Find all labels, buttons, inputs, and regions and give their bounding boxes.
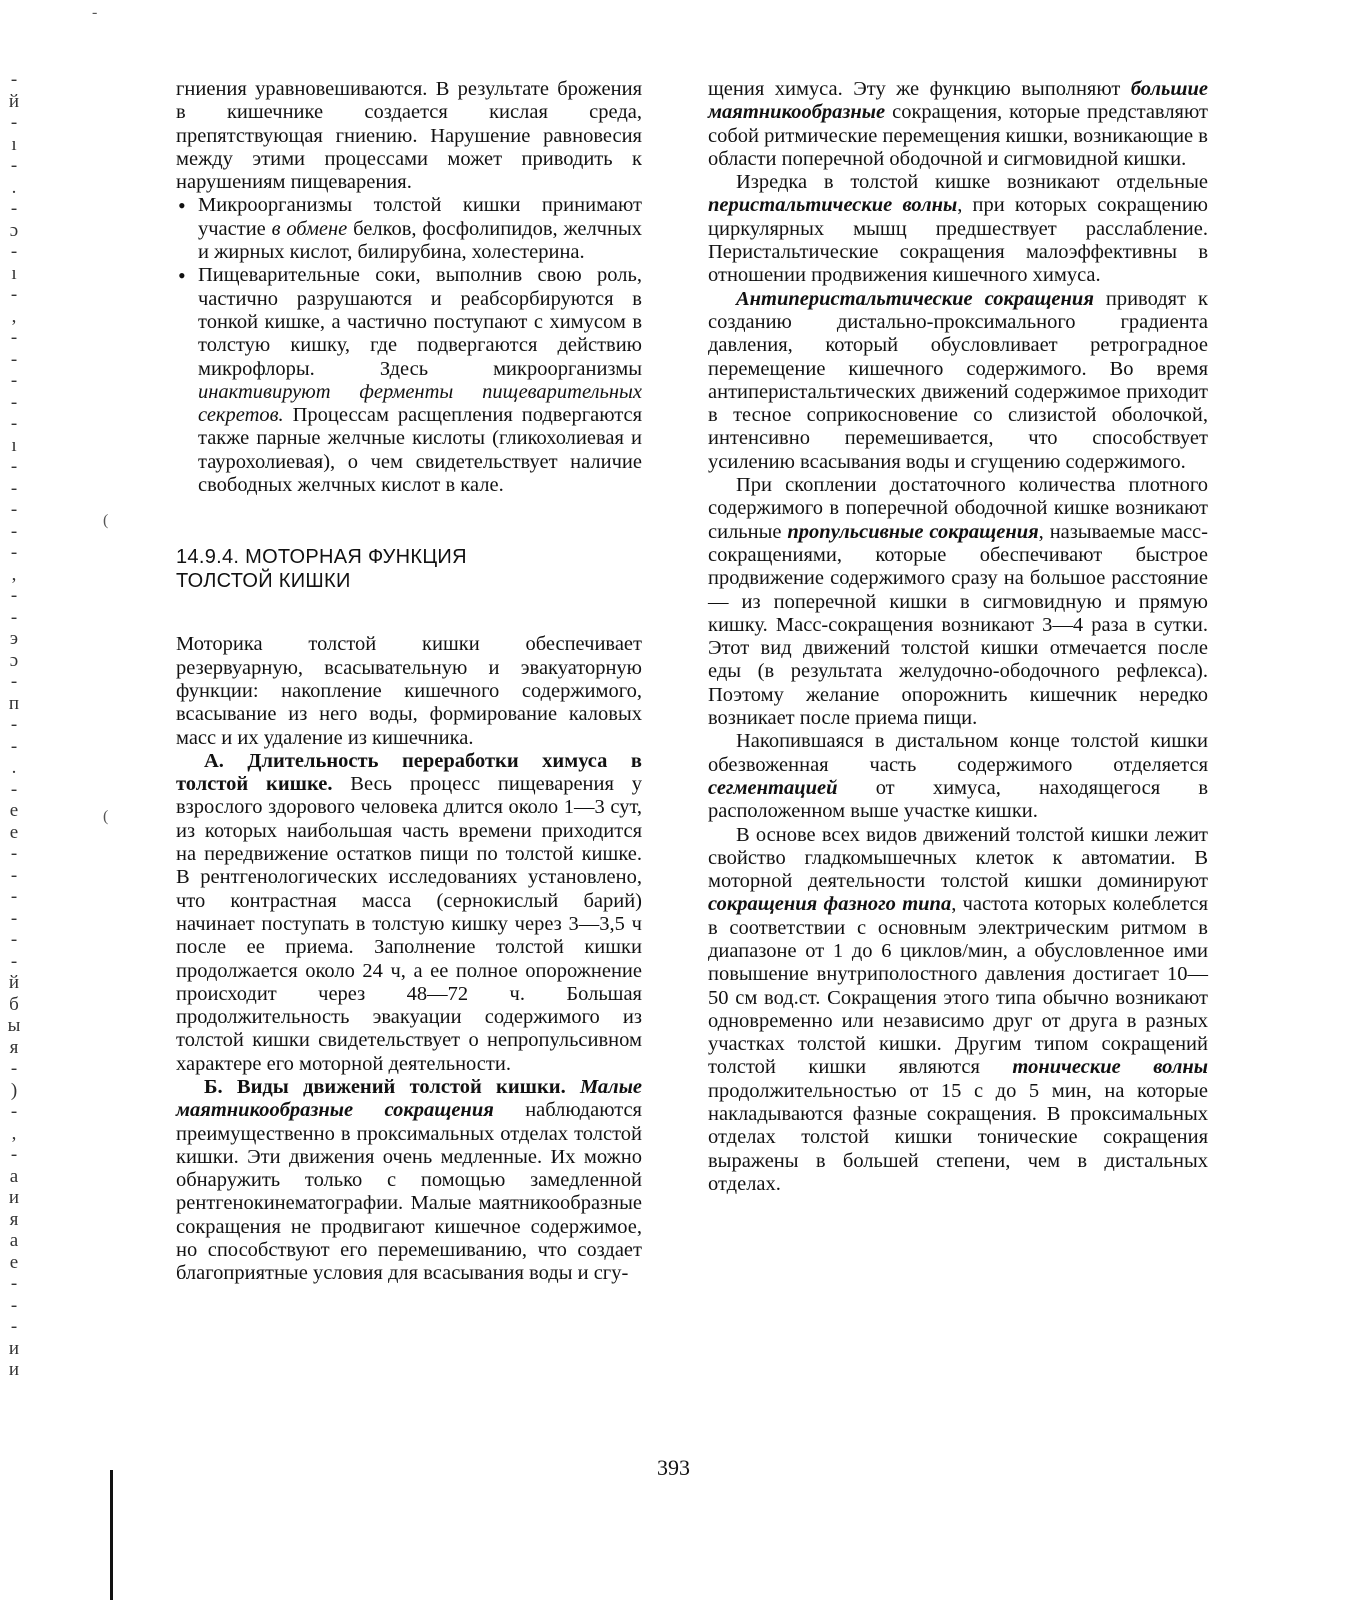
gutter-mark: -: [10, 69, 18, 90]
gutter-mark: и: [8, 1337, 20, 1359]
gutter-mark: -: [10, 907, 18, 929]
gutter-mark: -: [10, 1101, 18, 1122]
gutter-mark: -: [10, 477, 18, 499]
gutter-mark: я: [9, 1036, 19, 1058]
gutter-mark: ы: [7, 1015, 21, 1036]
gutter-mark: -: [10, 112, 18, 133]
gutter-mark: а: [9, 1230, 19, 1251]
bullet-item: • Микроорганизмы толстой кишки принимают участие в обмене белков, фосфолипидов, желчных и жирных кислот, билирубина, холестерина.: [176, 194, 642, 264]
gutter-mark: и: [8, 1187, 20, 1208]
gutter-mark: -: [10, 391, 18, 413]
gutter-mark: б: [9, 993, 19, 1015]
page-number: 393: [657, 1455, 690, 1480]
paragraph: Накопившаяся в дистальном конце толстой кишки обезвоженная часть содержимого отделяется сегментацией от химуса, находящегося в расположенном выше участке кишки.: [708, 730, 1208, 823]
gutter-mark: -: [10, 714, 18, 735]
gutter-mark: и: [8, 1359, 20, 1380]
gutter-mark: -: [10, 520, 18, 542]
gutter-mark: -: [10, 950, 18, 972]
gutter-mark: ɔ: [9, 649, 19, 671]
gutter-mark: -: [10, 499, 18, 520]
paragraph: В основе всех видов движений толстой кишки лежит свойство гладкомышечных клеток к автоматии. В моторной деятельности толстой кишки доминируют сокращения фазного типа, частота которых колеблется в соответствии с основным электрическим ритмом в диапазоне от 1 до 6 циклов/мин, а обусловленное ими повышение внутриполостного давления достигает 10—50 см вод.ст. Сокращения этого типа обычно возникают одновременно или независимо друг от друга в разных участках толстой кишки. Другим типом сокращений толстой кишки являются тонические волны продолжительностью от 15 с до 5 мин, на которые накладываются фазные сокращения. В проксимальных отделах толстой кишки тонические сокращения выражены в большей степени, чем в дистальных отделах.: [708, 823, 1208, 1195]
gutter-mark: -: [10, 370, 18, 391]
gutter-mark: -: [10, 198, 18, 219]
scan-speck: (: [103, 512, 109, 529]
gutter-mark: -: [10, 778, 18, 800]
gutter-mark: э: [9, 628, 19, 649]
paragraph: Б. Виды движений толстой кишки. Малые маятникообразные сокращения наблюдаются преимущественно в проксимальных отделах толстой кишки. Эти движения очень медленные. Их можно обнаружить только с помощью замедленной рентгенокинематографии. Малые маятникообразные сокращения не продвигают кишечное содержимое, но способствуют его перемешиванию, что создает благоприятные условия для всасывания воды и сгу-: [176, 1075, 643, 1285]
gutter-mark: -: [10, 606, 18, 628]
term: Антиперистальтические сокращения: [736, 287, 1094, 310]
term: большие маятникообразные: [708, 78, 1208, 124]
paragraph: При скоплении достаточного количества плотного содержимого в поперечной ободочной кишке возникают сильные пропульсивные сокращения, называемые масс-сокращениями, которые обеспечивают быстрое продвижение содержимого сразу на большое расстояние — из поперечной кишки в сигмовидную и прямую кишку. Масс-сокращения возникают 3—4 раза в сутки. Этот вид движений толстой кишки отмечается после еды (в результата желудочно-ободочного рефлекса). Поэтому желание опорожнить кишечник нередко возникает после приема пищи.: [708, 474, 1208, 730]
gutter-mark: -: [10, 843, 18, 864]
scan-speck: (: [103, 808, 109, 825]
gutter-mark: -: [10, 1294, 18, 1316]
paragraph: А. Длительность переработки химуса в толстой кишке. Весь процесс пищеварения у взрослого здорового человека длится около 1—3 сут, из которых наибольшая часть времени приходится на передвижение остатков пищи по толстой кишке. В рентгенологических исследованиях установлено, что контрастная масса (сернокислый барий) начинает поступать в толстую кишку через 3—3,5 ч после ее приема. Заполнение толстой кишки продолжается около 24 ч, а ее полное опорожнение происходит через 48—72 ч. Большая продолжительность эвакуации содержимого из толстой кишки свидетельствует о непропульсивном характере его моторной деятельности.: [176, 749, 642, 1075]
gutter-mark: е: [9, 800, 19, 821]
gutter-mark: е: [9, 821, 19, 843]
gutter-mark: -: [10, 671, 18, 692]
section-heading: 14.9.4. МОТОРНАЯ ФУНКЦИЯ ТОЛСТОЙ КИШКИ: [176, 546, 467, 593]
paragraph: Изредка в толстой кишке возникают отдельные перистальтические волны, при которых сокращению циркулярных мышц предшествует расслабление. Перистальтические сокращения малоэффективны в отношении продвижения кишечного химуса.: [708, 171, 1208, 287]
left-column: [176, 78, 642, 1286]
binding-edge: [110, 1470, 113, 1600]
gutter-mark: ,: [11, 563, 17, 585]
gutter-mark: -: [10, 241, 18, 262]
scan-speck: -: [92, 4, 98, 21]
paragraph: Антиперистальтические сокращения приводят к созданию дистально-проксимального градиента давления, который обусловливает ретроградное перемещение кишечного содержимого. Во время антиперистальтических движений содержимое приходит в тесное соприкосновение со слизистой оболочкой, интенсивно перемешивается, что способствует усилению всасывания воды и сгущению содержимого.: [708, 287, 1208, 473]
bullet-item: • Пищеварительные соки, выполнив свою роль, частично разрушаются и реабсорбируются в тонкой кишке, а частично поступают с химусом в толстую кишку, где подвергаются действию микрофлоры. Здесь микроорганизмы инактивируют ферменты пищеварительных секретов. Процессам расщепления подвергаются также парные желчные кислоты (гликохолиевая и таурохолиевая), о чем свидетельствует наличие свободных желчных кислот в кале.: [176, 264, 642, 497]
gutter-mark: -: [10, 155, 18, 176]
gutter-mark: -: [10, 542, 18, 563]
paragraph: гниения уравновешиваются. В результате брожения в кишечнике создается кислая среда, препятствующая гниению. Нарушение равновесия между этими процессами может приводить к нарушениям пищеварения.: [176, 78, 642, 194]
gutter-mark: я: [9, 1208, 19, 1230]
emphasis: инактивируют ферменты пищеварительных секретов.: [198, 380, 642, 427]
gutter-mark: ): [10, 1079, 18, 1101]
gutter-mark: -: [10, 413, 18, 434]
gutter-mark: -: [10, 1316, 18, 1337]
gutter-mark: ,: [11, 305, 17, 327]
gutter-mark: -: [10, 1058, 18, 1079]
gutter-mark: -: [10, 284, 18, 305]
gutter-mark: -: [10, 585, 18, 606]
paragraph: щения химуса. Эту же функцию выполняют большие маятникообразные сокращения, которые представляют собой ритмические перемещения кишки, возникающие в области поперечной ободочной и сигмовидной кишки.: [708, 78, 1208, 170]
term: Малые маятникообразные сокращения: [176, 1075, 643, 1122]
gutter-mark: й: [8, 972, 20, 993]
term: пропульсивные сокращения: [787, 520, 1039, 543]
term: сегментацией: [708, 776, 838, 799]
gutter-mark: -: [10, 1144, 18, 1165]
paragraph: Моторика толстой кишки обеспечивает резервуарную, всасывательную и эвакуаторную функции: накопление кишечного содержимого, всасывание из него воды, формирование каловых масс и их удаление из кишечника.: [176, 633, 642, 749]
gutter-fragments: [0, 70, 28, 1560]
subsection-title: Б. Виды движений толстой кишки.: [204, 1075, 566, 1098]
gutter-mark: .: [11, 176, 17, 198]
gutter-mark: -: [10, 886, 18, 907]
gutter-mark: -: [10, 735, 18, 757]
gutter-mark: ı: [11, 133, 17, 155]
gutter-mark: -: [10, 327, 18, 348]
term: сокращения фазного типа: [708, 893, 952, 916]
gutter-mark: -: [10, 929, 18, 950]
subsection-title: А. Длительность переработки химуса в толстой кишке.: [176, 749, 642, 796]
gutter-mark: п: [8, 692, 20, 714]
gutter-mark: -: [10, 456, 18, 477]
gutter-mark: ,: [11, 1122, 17, 1144]
gutter-mark: ı: [11, 434, 17, 456]
gutter-mark: ı: [11, 262, 17, 284]
term: перистальтические волны: [708, 194, 958, 217]
gutter-mark: -: [10, 864, 18, 886]
right-column: [708, 78, 1208, 1196]
gutter-mark: ɔ: [9, 219, 19, 241]
gutter-mark: -: [10, 1273, 18, 1294]
emphasis: в обмене: [271, 217, 348, 240]
gutter-mark: -: [10, 348, 18, 370]
term: тонические волны: [1012, 1056, 1208, 1079]
gutter-mark: .: [11, 757, 17, 778]
gutter-mark: е: [9, 1251, 19, 1273]
gutter-mark: й: [8, 90, 20, 112]
gutter-mark: а: [9, 1165, 19, 1187]
